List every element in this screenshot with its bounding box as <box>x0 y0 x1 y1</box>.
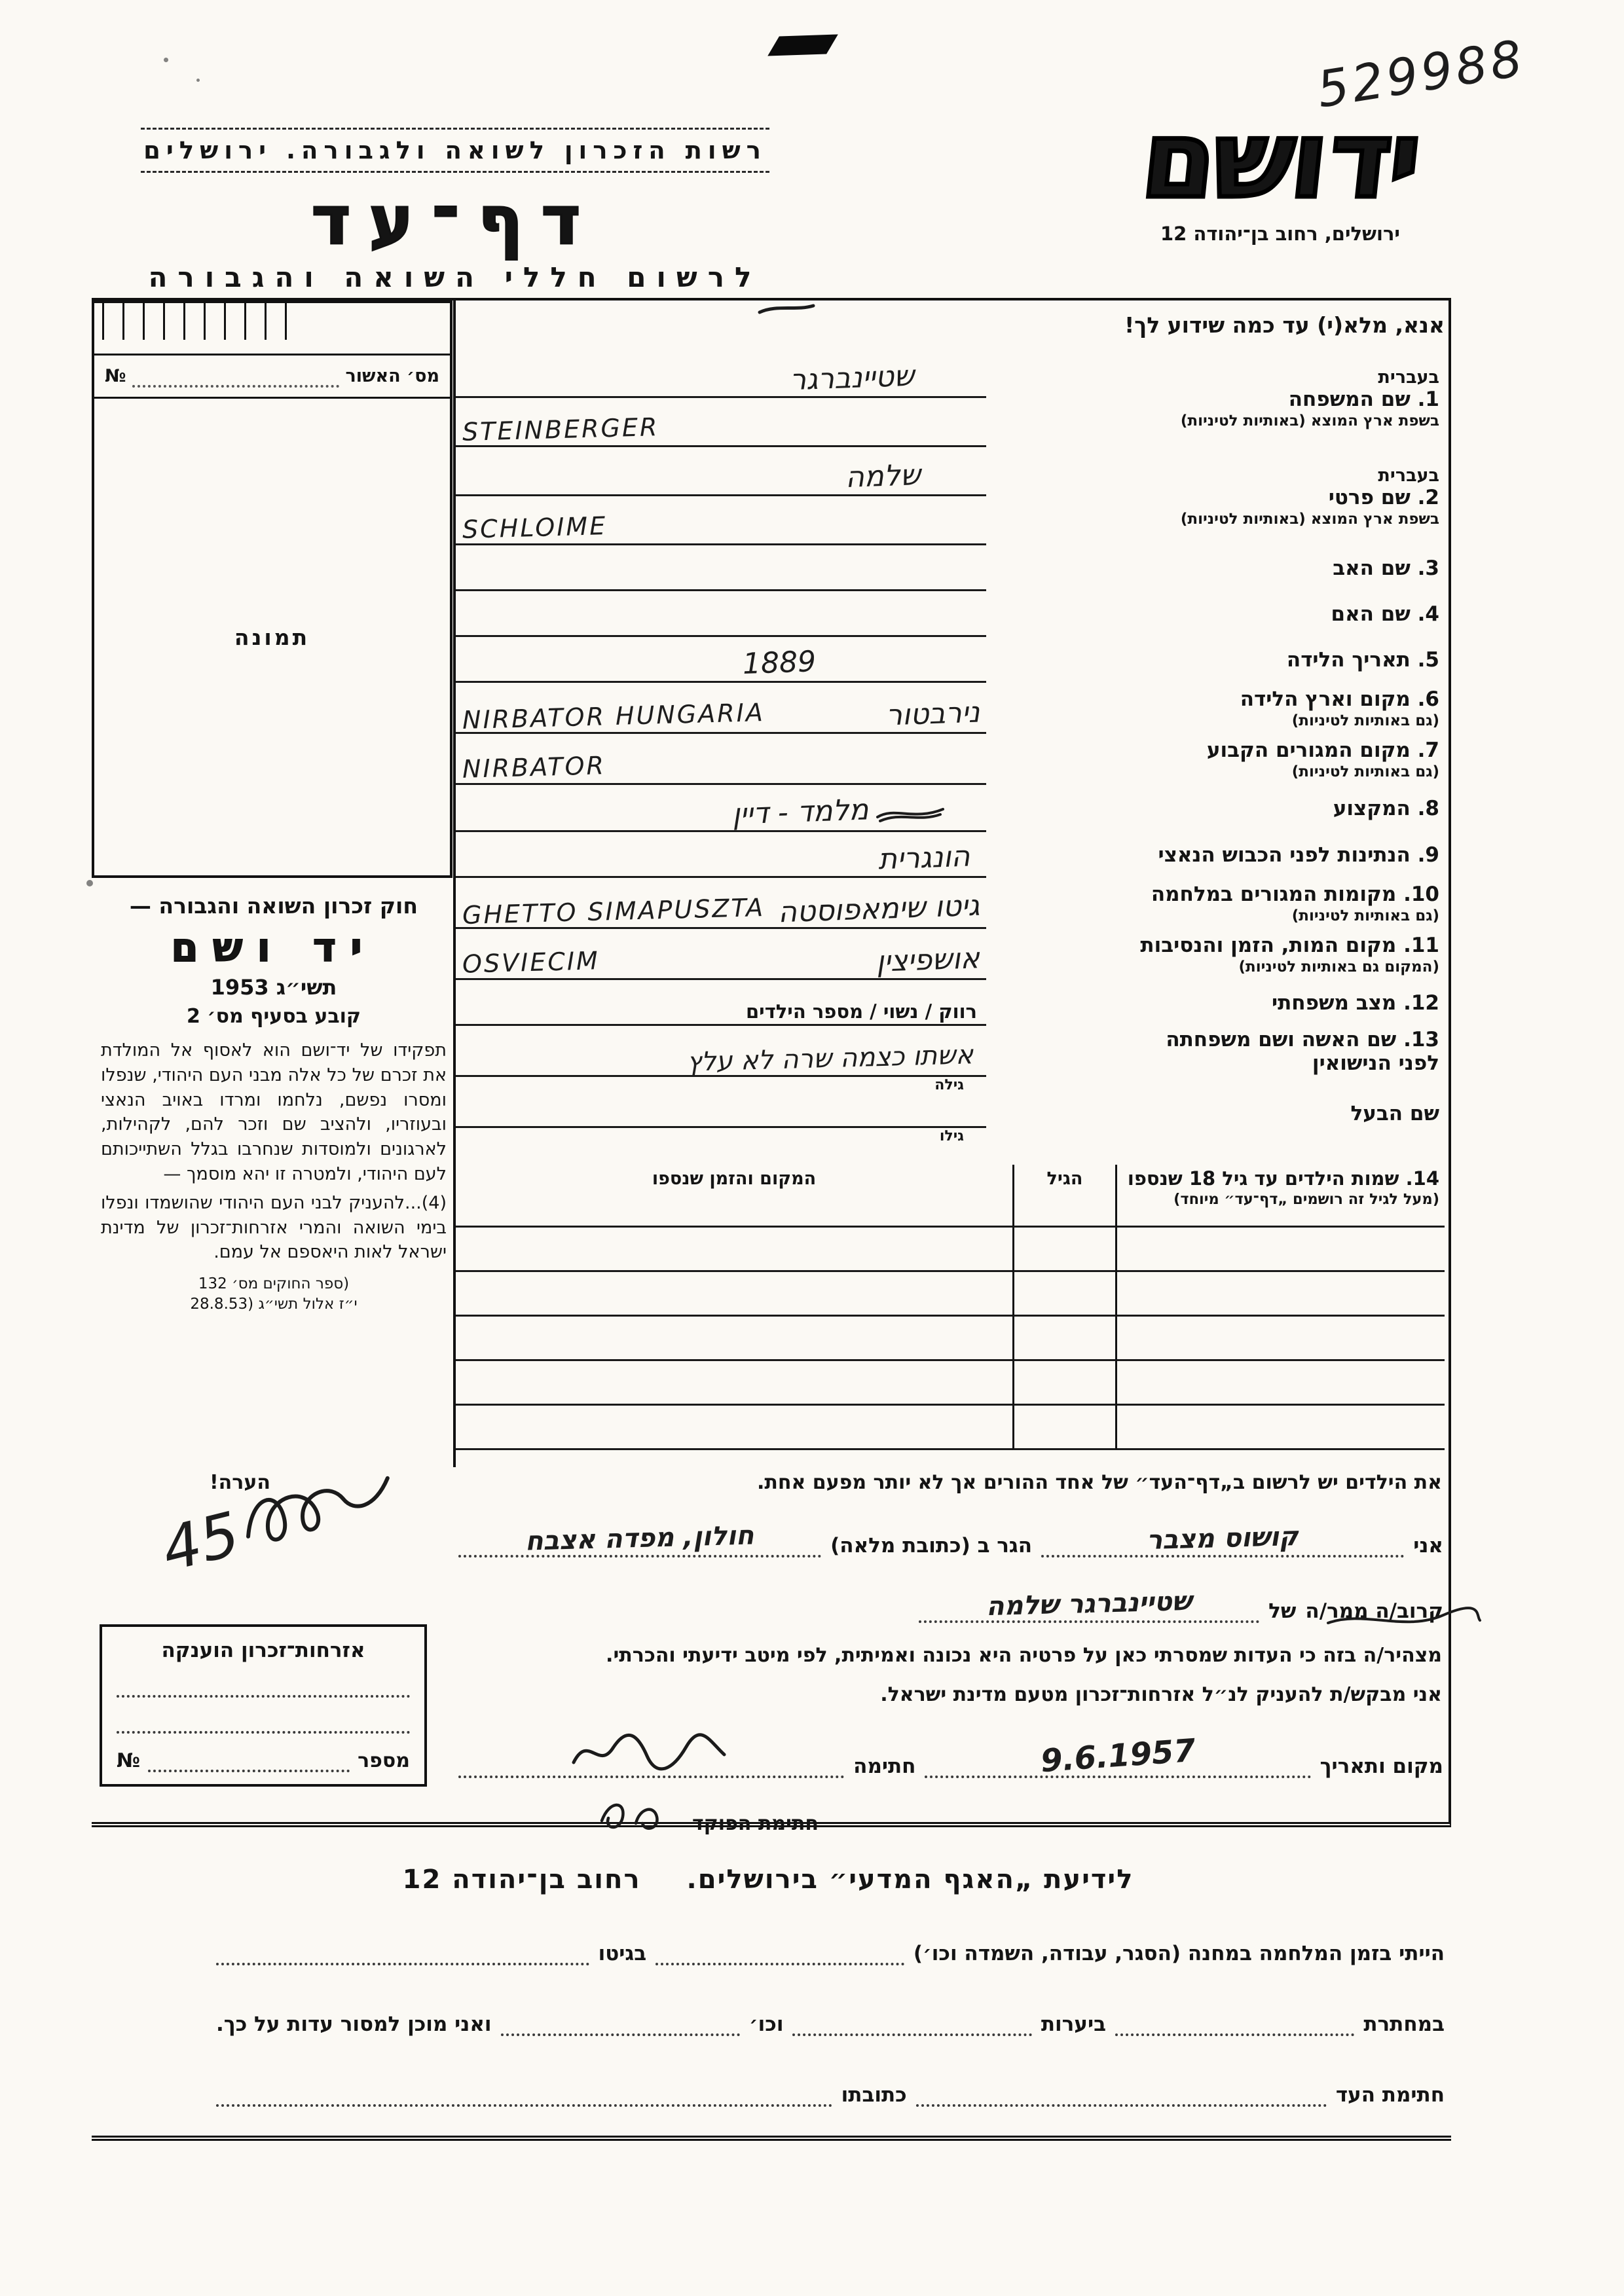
children-place-column-header: המקום והזמן שנספו <box>652 1169 817 1189</box>
archive-serial-number-handwritten: 529988 <box>1312 28 1529 119</box>
children-table-row <box>456 1228 1445 1272</box>
field-row-citizenship <box>456 832 1445 878</box>
etc-dotted-line <box>501 2015 740 2036</box>
family-name-latin-handwritten: STEINBERGER <box>462 412 659 446</box>
place-date-label: מקום ותאריך <box>1320 1755 1443 1778</box>
field6-label: 6. מקום וארץ הלידה <box>1240 687 1439 711</box>
logo-address-line: ירושלים, רחוב בן־יהודה 12 <box>1160 223 1400 246</box>
numero-sign: № <box>105 366 126 386</box>
field1-hebrew-note: בעברית <box>1378 367 1439 388</box>
field-row-marital-status <box>456 980 1445 1026</box>
serial-number-comb <box>94 303 450 355</box>
scientific-division-section <box>92 1841 1451 2141</box>
field10-label: 10. מקומות המגורים במלחמה <box>1151 883 1439 906</box>
handwritten-check-mark <box>757 301 816 318</box>
field-row-permanent-residence <box>456 734 1445 785</box>
birth-date-line <box>456 637 986 683</box>
strikethrough-scribble <box>875 801 947 825</box>
law-source-reference <box>101 1274 447 1315</box>
children-table-row <box>456 1272 1445 1317</box>
clerk-signature-scribble <box>597 1795 682 1835</box>
photo-label: תמונה <box>234 624 310 650</box>
clerk-signature-label: חתימת הפוקד <box>692 1812 819 1835</box>
first-name-hebrew-handwritten: שלמה <box>845 458 921 494</box>
permanent-residence-line <box>456 734 986 785</box>
note-label: הערה! <box>210 1471 270 1494</box>
field-row-husband-name <box>456 1099 1445 1128</box>
mother-name-line <box>456 591 986 637</box>
ghetto-dotted-line <box>216 1944 589 1965</box>
main-form-frame <box>92 298 1451 1835</box>
field12-label: 12. מצב משפחתי <box>1271 991 1439 1015</box>
fields-column <box>456 301 1449 1450</box>
field-row-birth-date <box>456 637 1445 683</box>
field2-hebrew-note: בעברית <box>1378 465 1439 486</box>
approval-number-label: מס׳ האשור <box>345 366 439 386</box>
family-name-hebrew-handwritten: שטיינברגר <box>788 359 915 397</box>
law-body-text: תפקידו של יד־ושם הוא לאסוף אל המולדת את זכרם של כל אלה מבני העם היהודי, שנפלו ומסרו נפשם, נלחמו ומרדו באויב הנאצי ובעוזריו, ולהציב שם וזכר להם, לקהילות, לארגונים ולמוסדות שנחרבו בגלל השתייכותם לעם היהודי, ולמטרה זו יהא מוסמך — <box>101 1040 447 1184</box>
witness-signature-field <box>458 1728 844 1778</box>
declarant-identity-row <box>458 1520 1443 1558</box>
ready-to-testify-label: ואני מוכן למסור עדות על כך. <box>216 2013 492 2036</box>
underground-dotted-line <box>1115 2015 1354 2036</box>
field3-label: 3. שם האב <box>1333 556 1439 580</box>
marital-status-line <box>456 980 986 1026</box>
husband-name-line <box>456 1099 986 1128</box>
citizenship-dotted-line <box>117 1678 410 1698</box>
camp-dotted-line <box>655 1944 904 1965</box>
witness-signature-dotted-line <box>916 2086 1327 2107</box>
field7-label: 7. מקום המגורים הקבוע <box>1206 738 1439 762</box>
first-name-hebrew-line <box>456 447 986 496</box>
field2-label: 2. שם פרטי <box>1328 485 1439 509</box>
wartime-residence-line <box>456 878 986 929</box>
date-signature-row <box>458 1731 1443 1778</box>
place-of-death-latin-handwritten: OSVIECIM <box>462 946 600 979</box>
profession-handwritten: מלמד - דיין <box>731 793 869 831</box>
memorial-citizenship-box <box>100 1624 427 1787</box>
field-row-wartime-residence <box>456 878 1445 929</box>
witness-signature-row <box>216 2083 1445 2107</box>
first-name-latin-handwritten: SCHLOIME <box>462 511 608 544</box>
forests-label: ביערות <box>1041 2013 1106 2036</box>
form-title-daf-ed: דף־עד <box>311 182 599 260</box>
field1-latin-note: בשפת ארץ המוצא (באותיות לטיניות) <box>1180 412 1439 429</box>
clerk-signature-field <box>597 1795 682 1835</box>
victim-name-handwritten: שטיינברגר שלמה <box>986 1586 1192 1622</box>
law-clause-line: קובע בסעיף מס׳ 2 <box>186 1005 361 1028</box>
profession-line <box>456 785 986 832</box>
field11-label: 11. מקום המות, הזמן והנסיבות <box>1140 934 1439 957</box>
scan-speck <box>196 79 200 82</box>
wartime-residence-latin-handwritten: GHETTO SIMAPUSZTA <box>462 892 766 930</box>
marital-status-options: רווק / נשוי / מספר הילדים <box>745 1000 977 1023</box>
field1-label: 1. שם המשפחה <box>1288 387 1439 411</box>
wife-name-handwritten: אשתו כצמה שרה לא עלץ <box>686 1040 974 1078</box>
law-source-line1: (ספר החוקים מס׳ 132 <box>198 1275 350 1293</box>
permanent-residence-handwritten: NIRBATOR <box>462 751 606 784</box>
fill-in-instruction-text: אנא, מלא(י) עד כמה שידוע לך! <box>1124 312 1445 338</box>
clerk-signature-row <box>511 1795 819 1835</box>
declarant-i-label: אני <box>1413 1534 1443 1558</box>
law-headline: חוק זכרון השואה והגבורה — <box>129 893 418 919</box>
yad-vashem-logo-block <box>1110 99 1450 246</box>
approval-dotted-line <box>132 365 339 388</box>
citizenship-number-row <box>117 1749 410 1772</box>
citizenship-handwritten: הונגרית <box>877 839 970 877</box>
field-row-mother-name <box>456 591 1445 637</box>
family-name-latin-line <box>456 398 986 447</box>
scientific-division-address: רחוב בן־יהודה 12 <box>402 1865 641 1895</box>
place-of-death-line <box>456 929 986 980</box>
declarant-name-handwritten: קושוס מצבר <box>1146 1521 1299 1556</box>
father-name-line <box>456 545 986 591</box>
declaration-statement: מצהיר/ה בזה כי העדות שמסרתי כאן על פרטיה היא נכונה ואמיתית, לפי מיטב ידיעתי והכרתי. <box>606 1644 1442 1667</box>
field4-label: 4. שם האם <box>1331 602 1439 626</box>
witness-signature-scribble <box>570 1728 733 1774</box>
declarant-address-label: הגר ב (כתובת מלאה) <box>830 1534 1033 1558</box>
field8-label: 8. המקצוע <box>1333 797 1439 820</box>
field-row-family-name <box>456 349 1445 447</box>
left-column-box <box>92 301 452 878</box>
witness-address-dotted-line <box>216 2086 832 2107</box>
approval-number-row <box>94 355 450 399</box>
field13-label: 13. שם האשה ושם משפחתה <box>1166 1028 1439 1051</box>
wife-name-line <box>456 1026 986 1077</box>
declarant-name-field <box>1041 1523 1404 1558</box>
form-subtitle: לרשום חללי השואה והגבורה <box>148 261 762 293</box>
relation-strikethrough-scribble <box>1325 1603 1483 1632</box>
underground-label: במחתרת <box>1363 2013 1445 2036</box>
scan-smudge-mark <box>767 34 838 56</box>
scientific-division-title-text: לידיעת „האגף המדעי״ בירושלים. <box>686 1865 1134 1895</box>
scientific-division-title <box>92 1865 1445 1895</box>
children-table <box>456 1165 1445 1450</box>
children-table-row <box>456 1317 1445 1361</box>
citizenship-numero-sign: № <box>117 1749 141 1772</box>
scan-speck <box>164 58 168 62</box>
children-table-header <box>456 1165 1445 1228</box>
comb-tick-marks <box>102 303 305 340</box>
field2-latin-note: בשפת ארץ המוצא (באותיות לטיניות) <box>1180 510 1439 528</box>
field5-label: 5. תאריך הלידה <box>1286 648 1439 672</box>
declarant-address-handwritten: חולון, מפדה אצבח <box>525 1520 755 1557</box>
date-field <box>925 1732 1310 1780</box>
signature-label: חתימה <box>853 1755 916 1778</box>
family-name-hebrew-line <box>456 349 986 398</box>
field11-latin-note: (המקום גם באותיות לטיניות) <box>1238 958 1439 975</box>
citizenship-number-dots <box>148 1754 350 1772</box>
relation-row <box>458 1586 1443 1623</box>
photo-placeholder-box <box>94 399 450 875</box>
birth-place-line <box>456 683 986 734</box>
etc-label: וכו׳ <box>748 2013 784 2036</box>
field10-latin-note: (גם באותיות לטיניות) <box>1291 907 1439 924</box>
field-row-place-of-death <box>456 929 1445 980</box>
citizenship-box-title: אזרחות־זכרון הוענקה <box>161 1639 365 1662</box>
relation-of-label: של <box>1268 1599 1297 1623</box>
law-year: תשי״ג 1953 <box>210 975 337 1000</box>
yad-vashem-logo-text: יד ושם <box>1135 99 1425 222</box>
field-row-profession <box>456 785 1445 832</box>
relation-label-wrap <box>1305 1599 1443 1623</box>
note-text: את הילדים יש לרשום ב„דף־העד״ של אחד ההורים אך לא יותר מפעם אחת. <box>756 1471 1442 1494</box>
citizenship-number-label: מספר <box>358 1749 410 1772</box>
children-table-row <box>456 1361 1445 1406</box>
law-source-line2: י״ז אלול תשי״ג (28.8.53 <box>190 1296 358 1313</box>
place-of-death-hebrew-handwritten: אושפיצין <box>876 941 980 979</box>
birth-date-handwritten: 1889 <box>742 645 817 681</box>
victim-name-field <box>919 1586 1259 1623</box>
field6-latin-note: (גם באותיות לטיניות) <box>1291 712 1439 729</box>
camp-experience-row <box>216 1942 1445 1965</box>
relation-label: קרוב/ה ממר/ה <box>1305 1599 1443 1623</box>
field14-note: (מעל לגיל זה רושמים „דף־עד״ מיוחד) <box>1173 1191 1439 1208</box>
field9-label: 9. הנתינות לפני הכבוש הנאצי <box>1158 843 1439 867</box>
wife-age-label: גילה <box>934 1077 964 1093</box>
wartime-residence-hebrew-handwritten: גיטו שימאפוסטה <box>777 888 980 930</box>
form-header <box>85 128 825 293</box>
memorial-authority-line: רשות הזכרון לשואה ולגבורה. ירושלים <box>141 128 769 173</box>
children-age-column-header: הגיל <box>1046 1169 1083 1189</box>
ghetto-label: בגיטו <box>598 1942 647 1965</box>
camp-label: הייתי בזמן המלחמה במחנה (הסגר, עבודה, השמדה וכו׳) <box>913 1942 1445 1965</box>
law-excerpt-block <box>94 893 453 1315</box>
field7-latin-note: (גם באותיות לטיניות) <box>1291 763 1439 780</box>
field13-label-line2: לפני הנישואין <box>1312 1051 1439 1075</box>
field-row-wife-name <box>456 1026 1445 1077</box>
field-row-birth-place <box>456 683 1445 734</box>
witness-address-label: כתובתו <box>841 2083 907 2107</box>
witness-signature-bottom-label: חתימת העד <box>1335 2083 1445 2107</box>
field14-label: 14. שמות הילדים עד גיל 18 שנספו <box>1127 1167 1439 1190</box>
date-handwritten: 9.6.1957 <box>1039 1732 1197 1780</box>
citizenship-line <box>456 832 986 878</box>
underground-forests-row <box>216 2013 1445 2036</box>
husband-age-row <box>456 1128 1445 1150</box>
law-yad-vashem-name: יד ושם <box>171 925 377 971</box>
wife-age-row <box>456 1077 1445 1099</box>
husband-age-label: גילו <box>939 1128 964 1144</box>
citizenship-dotted-line <box>117 1714 410 1734</box>
citizenship-request-statement: אני מבקש/ת להעניק לנ״ל אזרחות־זכרון מטעם מדינת ישראל. <box>880 1683 1442 1706</box>
field-row-father-name <box>456 545 1445 591</box>
birth-place-hebrew-handwritten: נירבטור <box>885 695 980 733</box>
husband-name-label: שם הבעל <box>1350 1102 1439 1125</box>
fill-in-instruction <box>456 301 1445 349</box>
birth-place-latin-handwritten: NIRBATOR HUNGARIA <box>462 697 766 735</box>
first-name-latin-line <box>456 496 986 545</box>
margin-flourish-scribble <box>230 1451 409 1573</box>
declarant-address-field <box>458 1520 821 1558</box>
margin-number-handwritten: 45 <box>155 1498 247 1585</box>
children-table-row <box>456 1406 1445 1450</box>
forests-dotted-line <box>792 2015 1031 2036</box>
field-row-first-name <box>456 447 1445 545</box>
law-clause4-text: (4)...להעניק לבני העם היהודי שהושמדו ונפלו בימי השואה והמרי אזרחות־זכרון של מדינת ישראל לאות היאספם אל עמם. <box>101 1192 447 1263</box>
